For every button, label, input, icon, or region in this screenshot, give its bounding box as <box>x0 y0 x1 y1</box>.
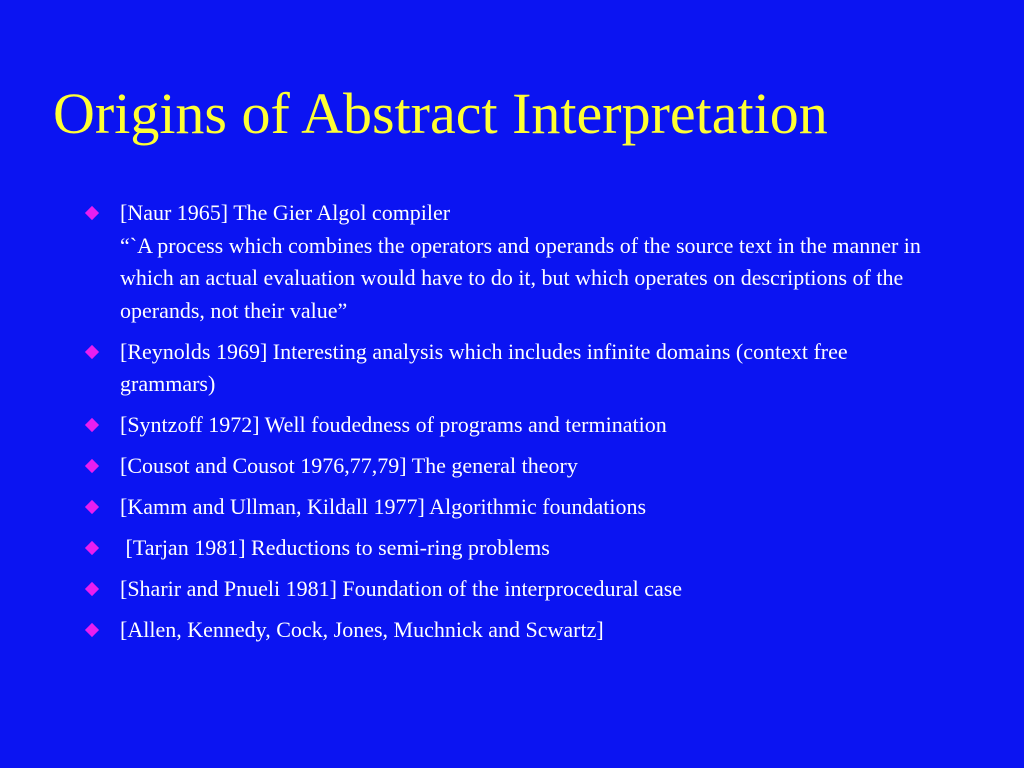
bullet-text: [Reynolds 1969] Interesting analysis which includes infinite domains (context free grammars) <box>120 338 848 396</box>
bullet-text: [Sharir and Pnueli 1981] Foundation of the interprocedural case <box>120 576 683 601</box>
diamond-bullet-icon <box>85 418 99 432</box>
bullet-item <box>84 336 944 401</box>
diamond-bullet-icon <box>85 623 99 637</box>
bullet-item <box>84 532 944 565</box>
bullet-text: [Syntzoff 1972] Well foudedness of programs and termination <box>120 412 667 437</box>
bullet-text: [Cousot and Cousot 1976,77,79] The general theory <box>120 453 578 478</box>
bullet-item <box>84 409 944 442</box>
bullet-text: [Kamm and Ullman, Kildall 1977] Algorithmic foundations <box>120 494 647 519</box>
bullet-text: [Naur 1965] The Gier Algol compiler <box>120 200 451 225</box>
bullet-item <box>84 614 944 647</box>
bullet-item <box>84 573 944 606</box>
bullet-item <box>84 491 944 524</box>
diamond-bullet-icon <box>85 459 99 473</box>
bullet-text: [Tarjan 1981] Reductions to semi-ring problems <box>120 535 550 560</box>
diamond-bullet-icon <box>85 541 99 555</box>
diamond-bullet-icon <box>85 344 99 358</box>
bullet-quote: “`A process which combines the operators and operands of the source text in the manner in which an actual evaluation would have to do it, but which operates on descriptions of the operands, not their value” <box>120 232 921 323</box>
bullet-item <box>84 450 944 483</box>
diamond-bullet-icon <box>85 206 99 220</box>
bullet-text: [Allen, Kennedy, Cock, Jones, Muchnick and Scwartz] <box>120 617 604 642</box>
bullet-list <box>84 197 944 655</box>
bullet-item <box>84 197 944 327</box>
diamond-bullet-icon <box>85 500 99 514</box>
slide-title: Origins of Abstract Interpretation <box>53 81 828 146</box>
diamond-bullet-icon <box>85 582 99 596</box>
